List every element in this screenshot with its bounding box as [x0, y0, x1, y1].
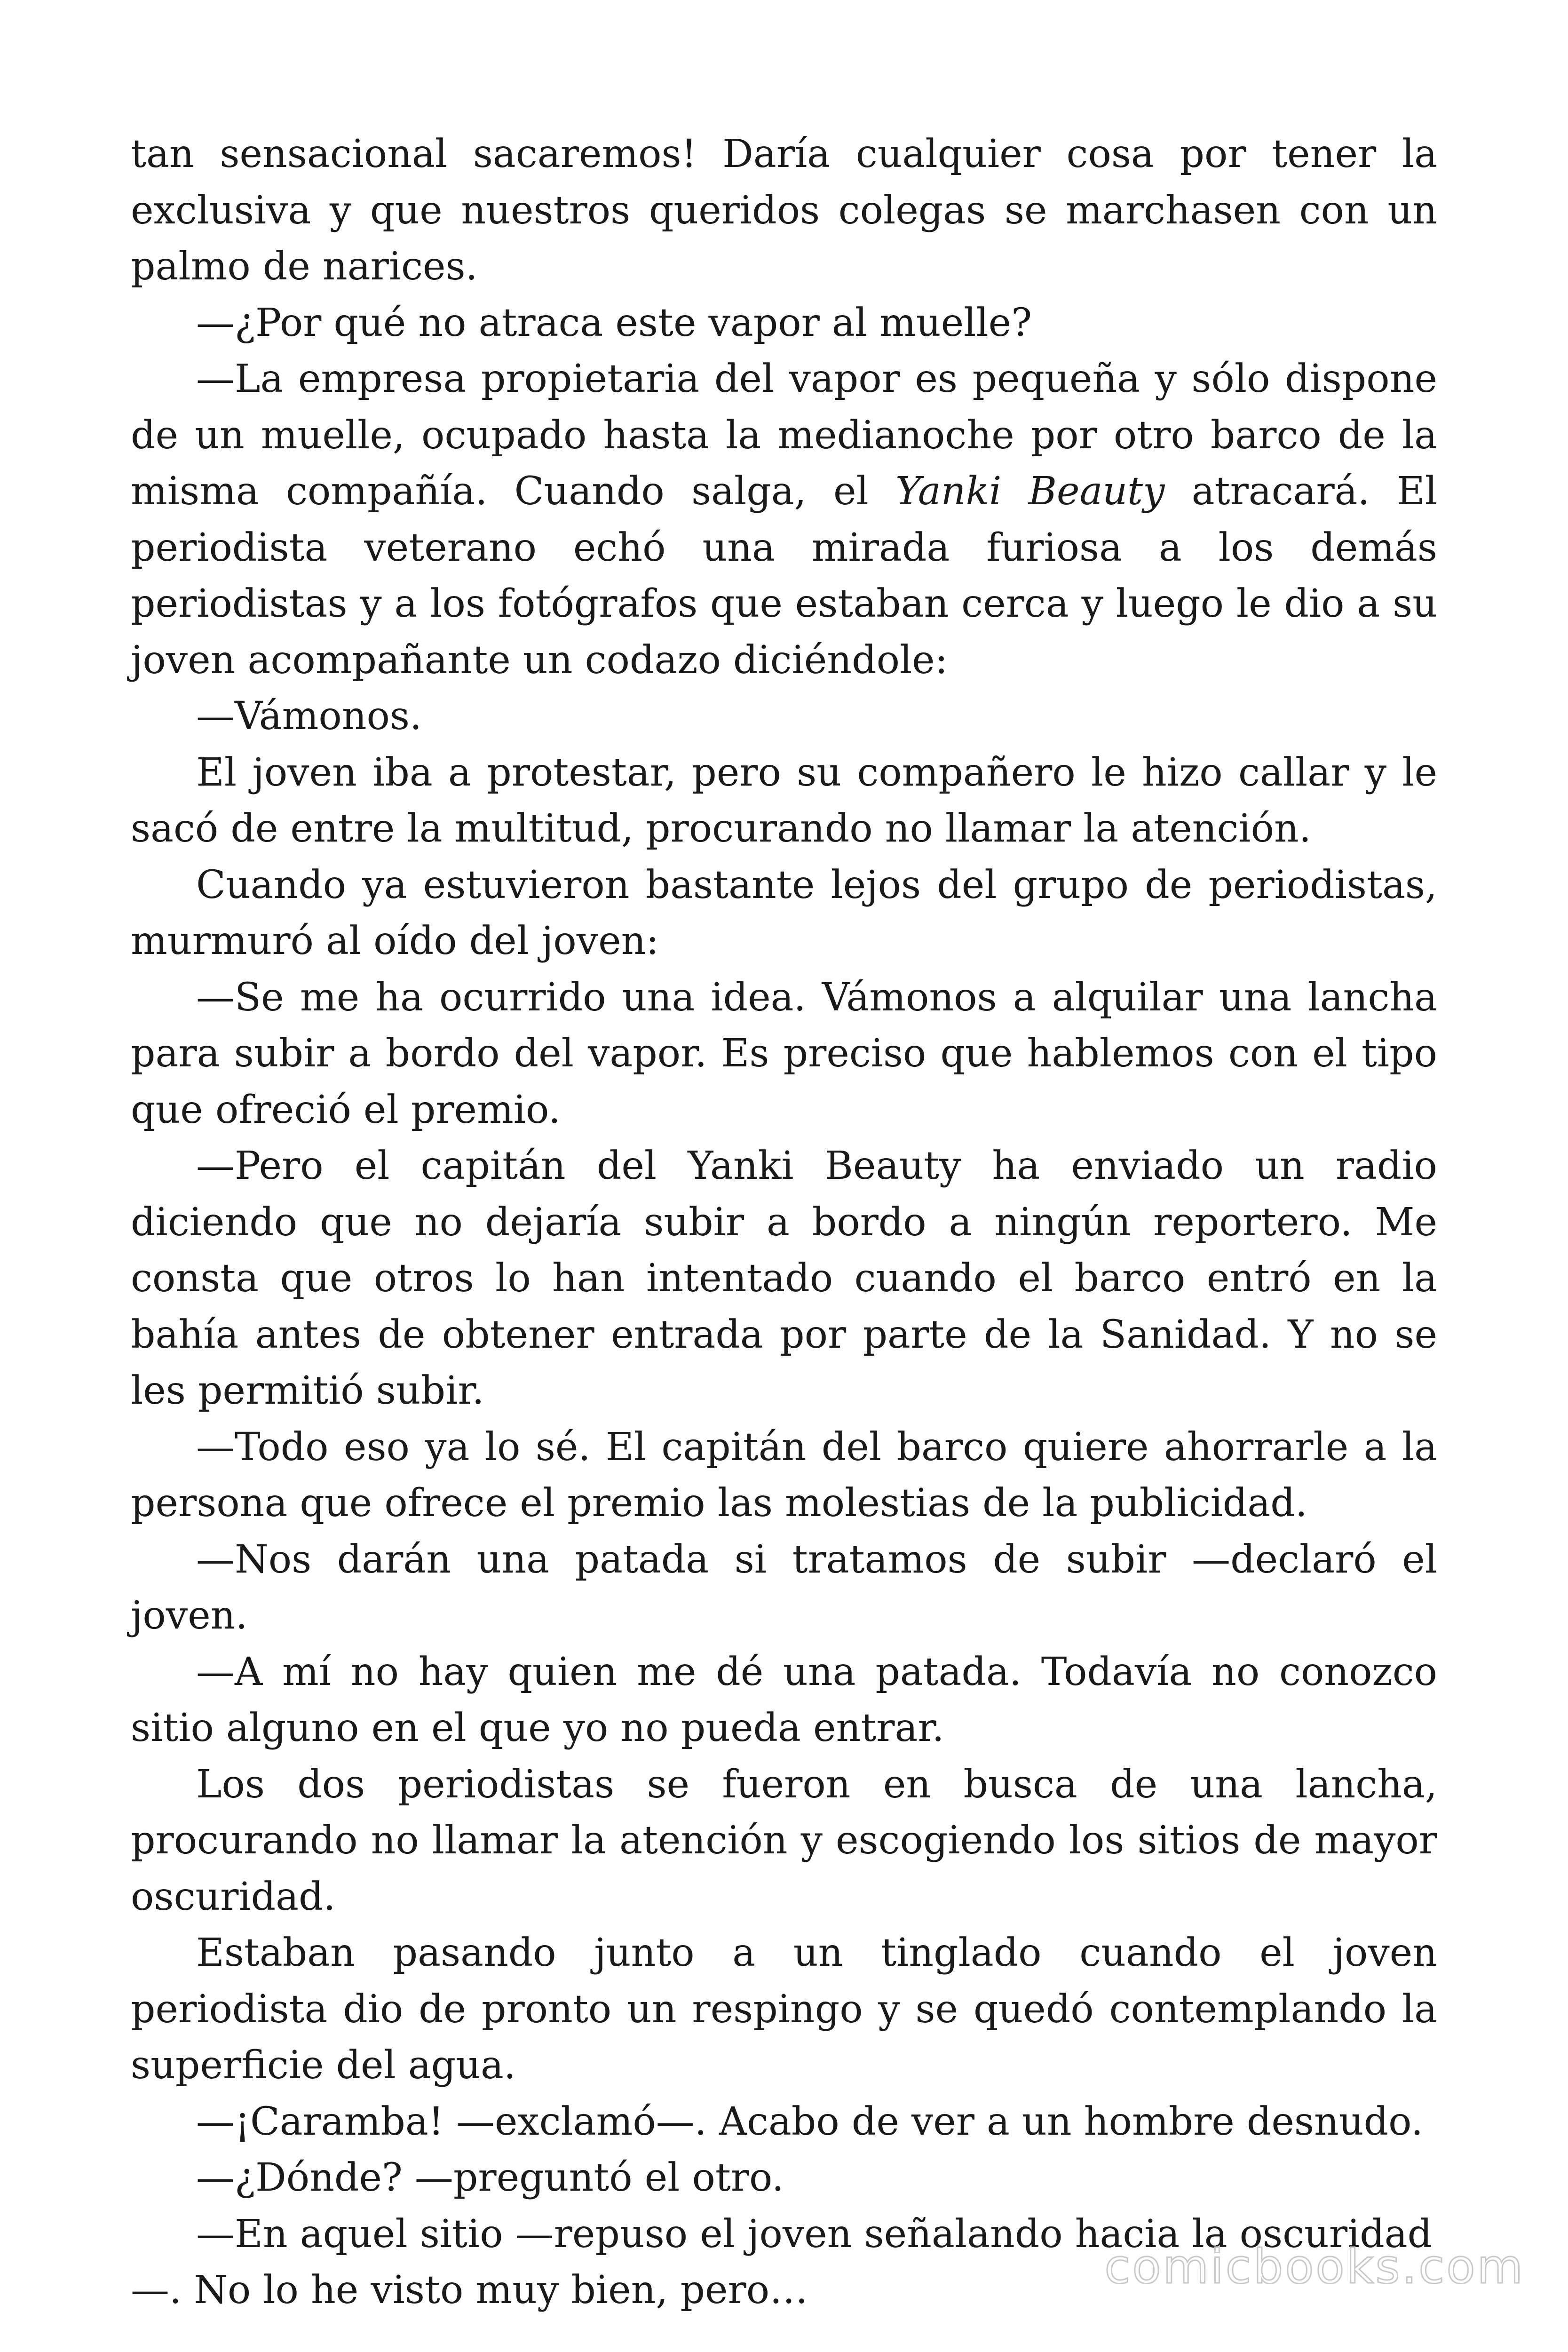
- paragraph-text: atracará. El periodista veterano echó una mirada furiosa a los demás periodistas y a los fotógrafos que estaban cerca y luego le dio a su joven acompañante un codazo diciéndole:: [131, 469, 1437, 683]
- paragraph: —A mí no hay quien me dé una patada. Todavía no conozco sitio alguno en el que yo no pueda entrar.: [131, 1649, 1437, 1750]
- paragraph: —Pero el capitán del Yanki Beauty ha enviado un radio diciendo que no dejaría subir a bordo a ningún reportero. Me consta que otros lo han intentado cuando el barco entró en la bahía antes de obtener entrada por parte de la Sanidad. Y no se les permitió subir.: [131, 1144, 1437, 1413]
- paragraph: —¿Por qué no atraca este vapor al muelle?: [196, 300, 1032, 345]
- paragraph: Los dos periodistas se fueron en busca de una lancha, procurando no llamar la atención y escogiendo los sitios de mayor oscuridad.: [131, 1762, 1437, 1919]
- book-page: [131, 126, 1437, 2319]
- paragraph: [131, 351, 1437, 688]
- paragraph: Estaban pasando junto a un tinglado cuando el joven periodista dio de pronto un respingo y se quedó contemplando la superficie del agua.: [131, 1931, 1437, 2088]
- ship-name-italic: Yanki Beauty: [895, 469, 1165, 514]
- paragraph: Cuando ya estuvieron bastante lejos del grupo de periodistas, murmuró al oído del joven:: [131, 862, 1437, 963]
- paragraph: tan sensacional sacaremos! Daría cualquier cosa por tener la exclusiva y que nuestros queridos colegas se marchasen con un palmo de narices.: [131, 132, 1437, 289]
- paragraph: El joven iba a protestar, pero su compañero le hizo callar y le sacó de entre la multitud, procurando no llamar la atención.: [131, 750, 1437, 851]
- watermark: comicbooks.com: [1104, 2239, 1525, 2294]
- paragraph: —Todo eso ya lo sé. El capitán del barco quiere ahorrarle a la persona que ofrece el premio las molestias de la publicidad.: [131, 1424, 1437, 1526]
- paragraph-text: —La empresa propietaria del vapor es pequeña y sólo dispone de un muelle, ocupado hasta la medianoche por otro barco de la misma compañía. Cuando salga, el: [131, 357, 1437, 514]
- paragraph: —Nos darán una patada si tratamos de subir —declaró el joven.: [131, 1537, 1437, 1638]
- paragraph: —¡Caramba! —exclamó—. Acabo de ver a un hombre desnudo.: [196, 2099, 1424, 2144]
- paragraph: —En aquel sitio —repuso el joven señalando hacia la oscuridad —. No lo he visto muy bien, pero…: [131, 2211, 1433, 2312]
- paragraph: —Se me ha ocurrido una idea. Vámonos a alquilar una lancha para subir a bordo del vapor. Es preciso que hablemos con el tipo que ofreció el premio.: [131, 975, 1437, 1132]
- paragraph: —Vámonos.: [196, 694, 422, 739]
- paragraph: —¿Dónde? —preguntó el otro.: [196, 2155, 784, 2200]
